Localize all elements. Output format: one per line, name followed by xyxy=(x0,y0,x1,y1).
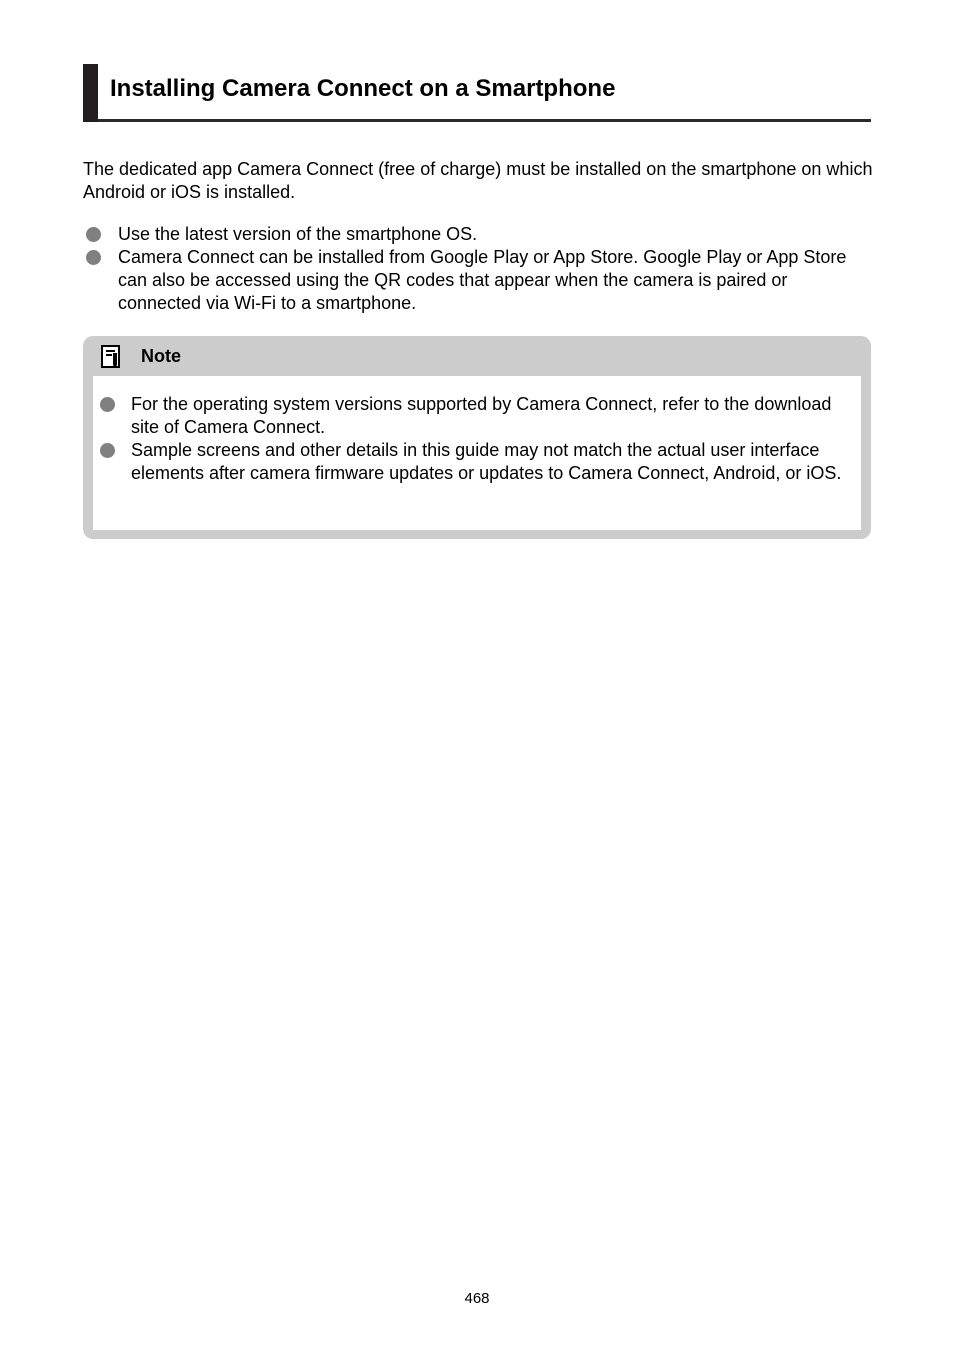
note-header xyxy=(83,336,871,376)
bullet-icon xyxy=(86,250,101,265)
note-list xyxy=(93,393,853,485)
list-item-text: Use the latest version of the smartphone OS. xyxy=(118,224,478,244)
note-body xyxy=(93,376,861,530)
requirements-list xyxy=(83,223,873,315)
note-title: Note xyxy=(141,346,181,366)
page-title: Installing Camera Connect on a Smartphone xyxy=(110,75,616,102)
section-heading xyxy=(83,64,871,122)
page-number: 468 xyxy=(464,1290,490,1307)
list-item xyxy=(83,223,873,246)
bullet-icon xyxy=(100,397,115,412)
list-item xyxy=(93,439,853,485)
list-item xyxy=(93,393,853,439)
bullet-icon xyxy=(100,443,115,458)
note-icon xyxy=(101,345,121,369)
note-box xyxy=(83,336,871,539)
list-item-text: Sample screens and other details in this guide may not match the actual user interface elements after camera firmware updates or updates to Camera Connect, Android, or iOS. xyxy=(131,440,842,483)
list-item-text: For the operating system versions supported by Camera Connect, refer to the download site of Camera Connect. xyxy=(131,394,832,437)
list-item xyxy=(83,246,873,315)
intro-paragraph: The dedicated app Camera Connect (free of charge) must be installed on the smartphone on which Android or iOS is installed. xyxy=(83,159,873,202)
bullet-icon xyxy=(86,227,101,242)
heading-accent-bar xyxy=(83,64,98,122)
list-item-text: Camera Connect can be installed from Google Play or App Store. Google Play or App Store can also be accessed using the QR codes that appear when the camera is paired or connected via Wi-Fi to a smartphone. xyxy=(118,247,847,313)
